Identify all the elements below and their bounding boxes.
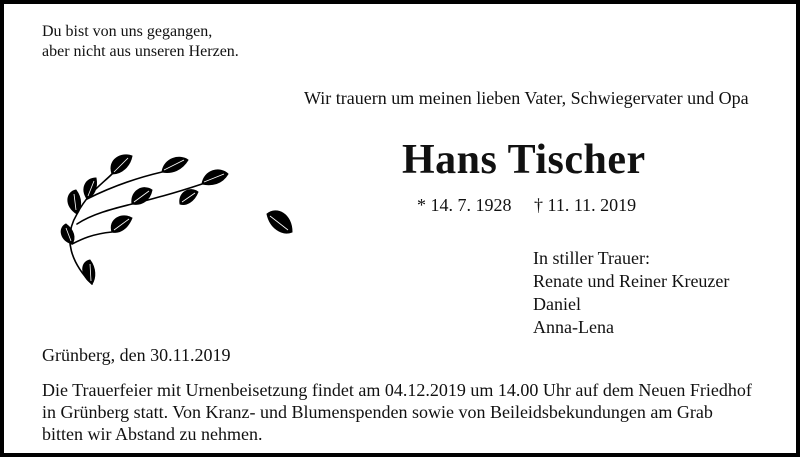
mourner-name: Renate und Reiner Kreuzer bbox=[533, 271, 730, 291]
place-and-date: Grünberg, den 30.11.2019 bbox=[42, 345, 231, 365]
notice-line-3: bitten wir Abstand zu nehmen. bbox=[42, 424, 263, 444]
verse-line-2: aber nicht aus unseren Herzen. bbox=[42, 43, 239, 60]
deceased-name: Hans Tischer bbox=[402, 137, 646, 183]
birth-date: * 14. 7. 1928 bbox=[417, 195, 512, 215]
leaves-branch-icon bbox=[52, 144, 302, 294]
intro-text: Wir trauern um meinen lieben Vater, Schwiegervater und Opa bbox=[304, 88, 749, 108]
funeral-notice bbox=[42, 379, 772, 445]
notice-line-1: Die Trauerfeier mit Urnenbeisetzung findet am 04.12.2019 um 14.00 Uhr auf dem Neuen Friedhof bbox=[42, 380, 752, 400]
notice-line-2: in Grünberg statt. Von Kranz- und Blumenspenden sowie von Beileidsbekundungen am Grab bbox=[42, 402, 713, 422]
mourners-block bbox=[533, 247, 729, 339]
memorial-verse bbox=[42, 22, 239, 62]
death-date: † 11. 11. 2019 bbox=[534, 195, 637, 215]
mourners-heading: In stiller Trauer: bbox=[533, 248, 650, 268]
mourner-name: Anna-Lena bbox=[533, 317, 614, 337]
verse-line-1: Du bist von uns gegangen, bbox=[42, 23, 213, 40]
mourner-name: Daniel bbox=[533, 294, 581, 314]
